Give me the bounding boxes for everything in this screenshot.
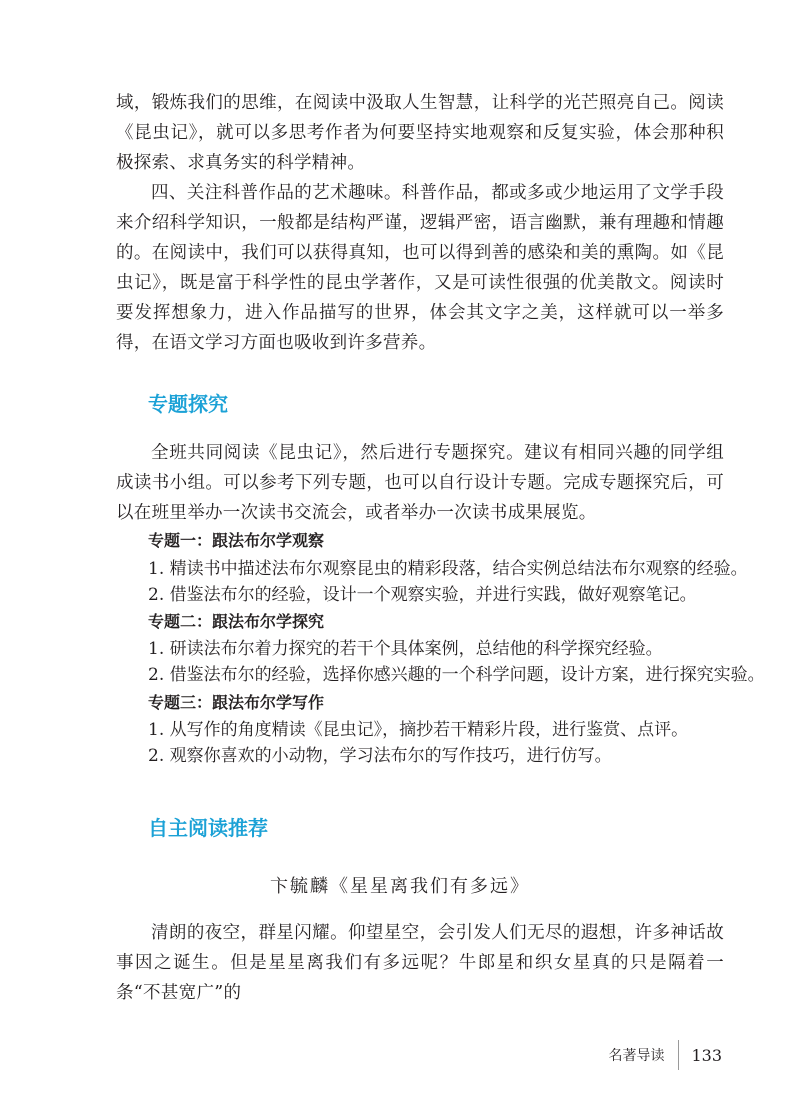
section-heading-recommended-reading: 自主阅读推荐: [148, 816, 268, 840]
topic-2-item-1: 1. 研读法布尔着力探究的若干个具体案例，总结他的科学探究经验。: [148, 639, 663, 659]
paragraph-artistic-interest: 四、关注科普作品的艺术趣味。科普作品，都或多或少地运用了文学手段来介绍科学知识，一般都是结构严谨，逻辑严密，语言幽默，兼有理趣和情趣的。在阅读中，我们可以获得真知，也可以得到善的感染和美的熏陶。如《昆虫记》，既是富于科学性的昆虫学著作，又是可读性很强的优美散文。阅读时要发挥想象力，进入作品描写的世界，体会其文字之美，这样就可以一举多得，在语文学习方面也吸收到许多营养。: [116, 183, 724, 353]
recommended-book-title: 卞毓麟《星星离我们有多远》: [270, 876, 530, 897]
page-footer: [608, 1040, 722, 1070]
topic-title-2: 专题二：跟法布尔学探究: [148, 612, 325, 631]
special-topic-intro: 全班共同阅读《昆虫记》，然后进行专题探究。建议有相同兴趣的同学组成读书小组。可以参考下列专题，也可以自行设计专题。完成专题探究后，可以在班里举办一次读书交流会，或者举办一次读书成果展览。: [116, 443, 724, 523]
section-heading-special-topic: 专题探究: [148, 392, 228, 416]
topic-3-item-2: 2. 观察你喜欢的小动物，学习法布尔的写作技巧，进行仿写。: [148, 746, 612, 766]
topic-title-1: 专题一：跟法布尔学观察: [148, 531, 325, 550]
page-number: 133: [691, 1045, 722, 1065]
topic-1-item-1: 1. 精读书中描述法布尔观察昆虫的精彩段落，结合实例总结法布尔观察的经验。: [148, 559, 748, 579]
recommended-reading-intro: 清朗的夜空，群星闪耀。仰望星空，会引发人们无尽的遐想，许多神话故事因之诞生。但是星星离我们有多远呢？牛郎星和织女星真的只是隔着一条“不甚宽广”的: [116, 923, 724, 1003]
topic-1-item-2: 2. 借鉴法布尔的经验，设计一个观察实验，并进行实践，做好观察笔记。: [148, 585, 697, 605]
topic-3-item-1: 1. 从写作的角度精读《昆虫记》，摘抄若干精彩片段，进行鉴赏、点评。: [148, 720, 689, 740]
topic-title-3: 专题三：跟法布尔学写作: [148, 693, 325, 712]
topic-2-item-2: 2. 借鉴法布尔的经验，选择你感兴趣的一个科学问题，设计方案，进行探究实验。: [148, 665, 765, 685]
footer-divider: [678, 1040, 679, 1070]
footer-section-name: 名著导读: [608, 1048, 665, 1064]
paragraph-continued: 域，锻炼我们的思维，在阅读中汲取人生智慧，让科学的光芒照亮自己。阅读《昆虫记》，就可以多思考作者为何要坚持实地观察和反复实验，体会那种积极探索、求真务实的科学精神。: [116, 93, 724, 173]
